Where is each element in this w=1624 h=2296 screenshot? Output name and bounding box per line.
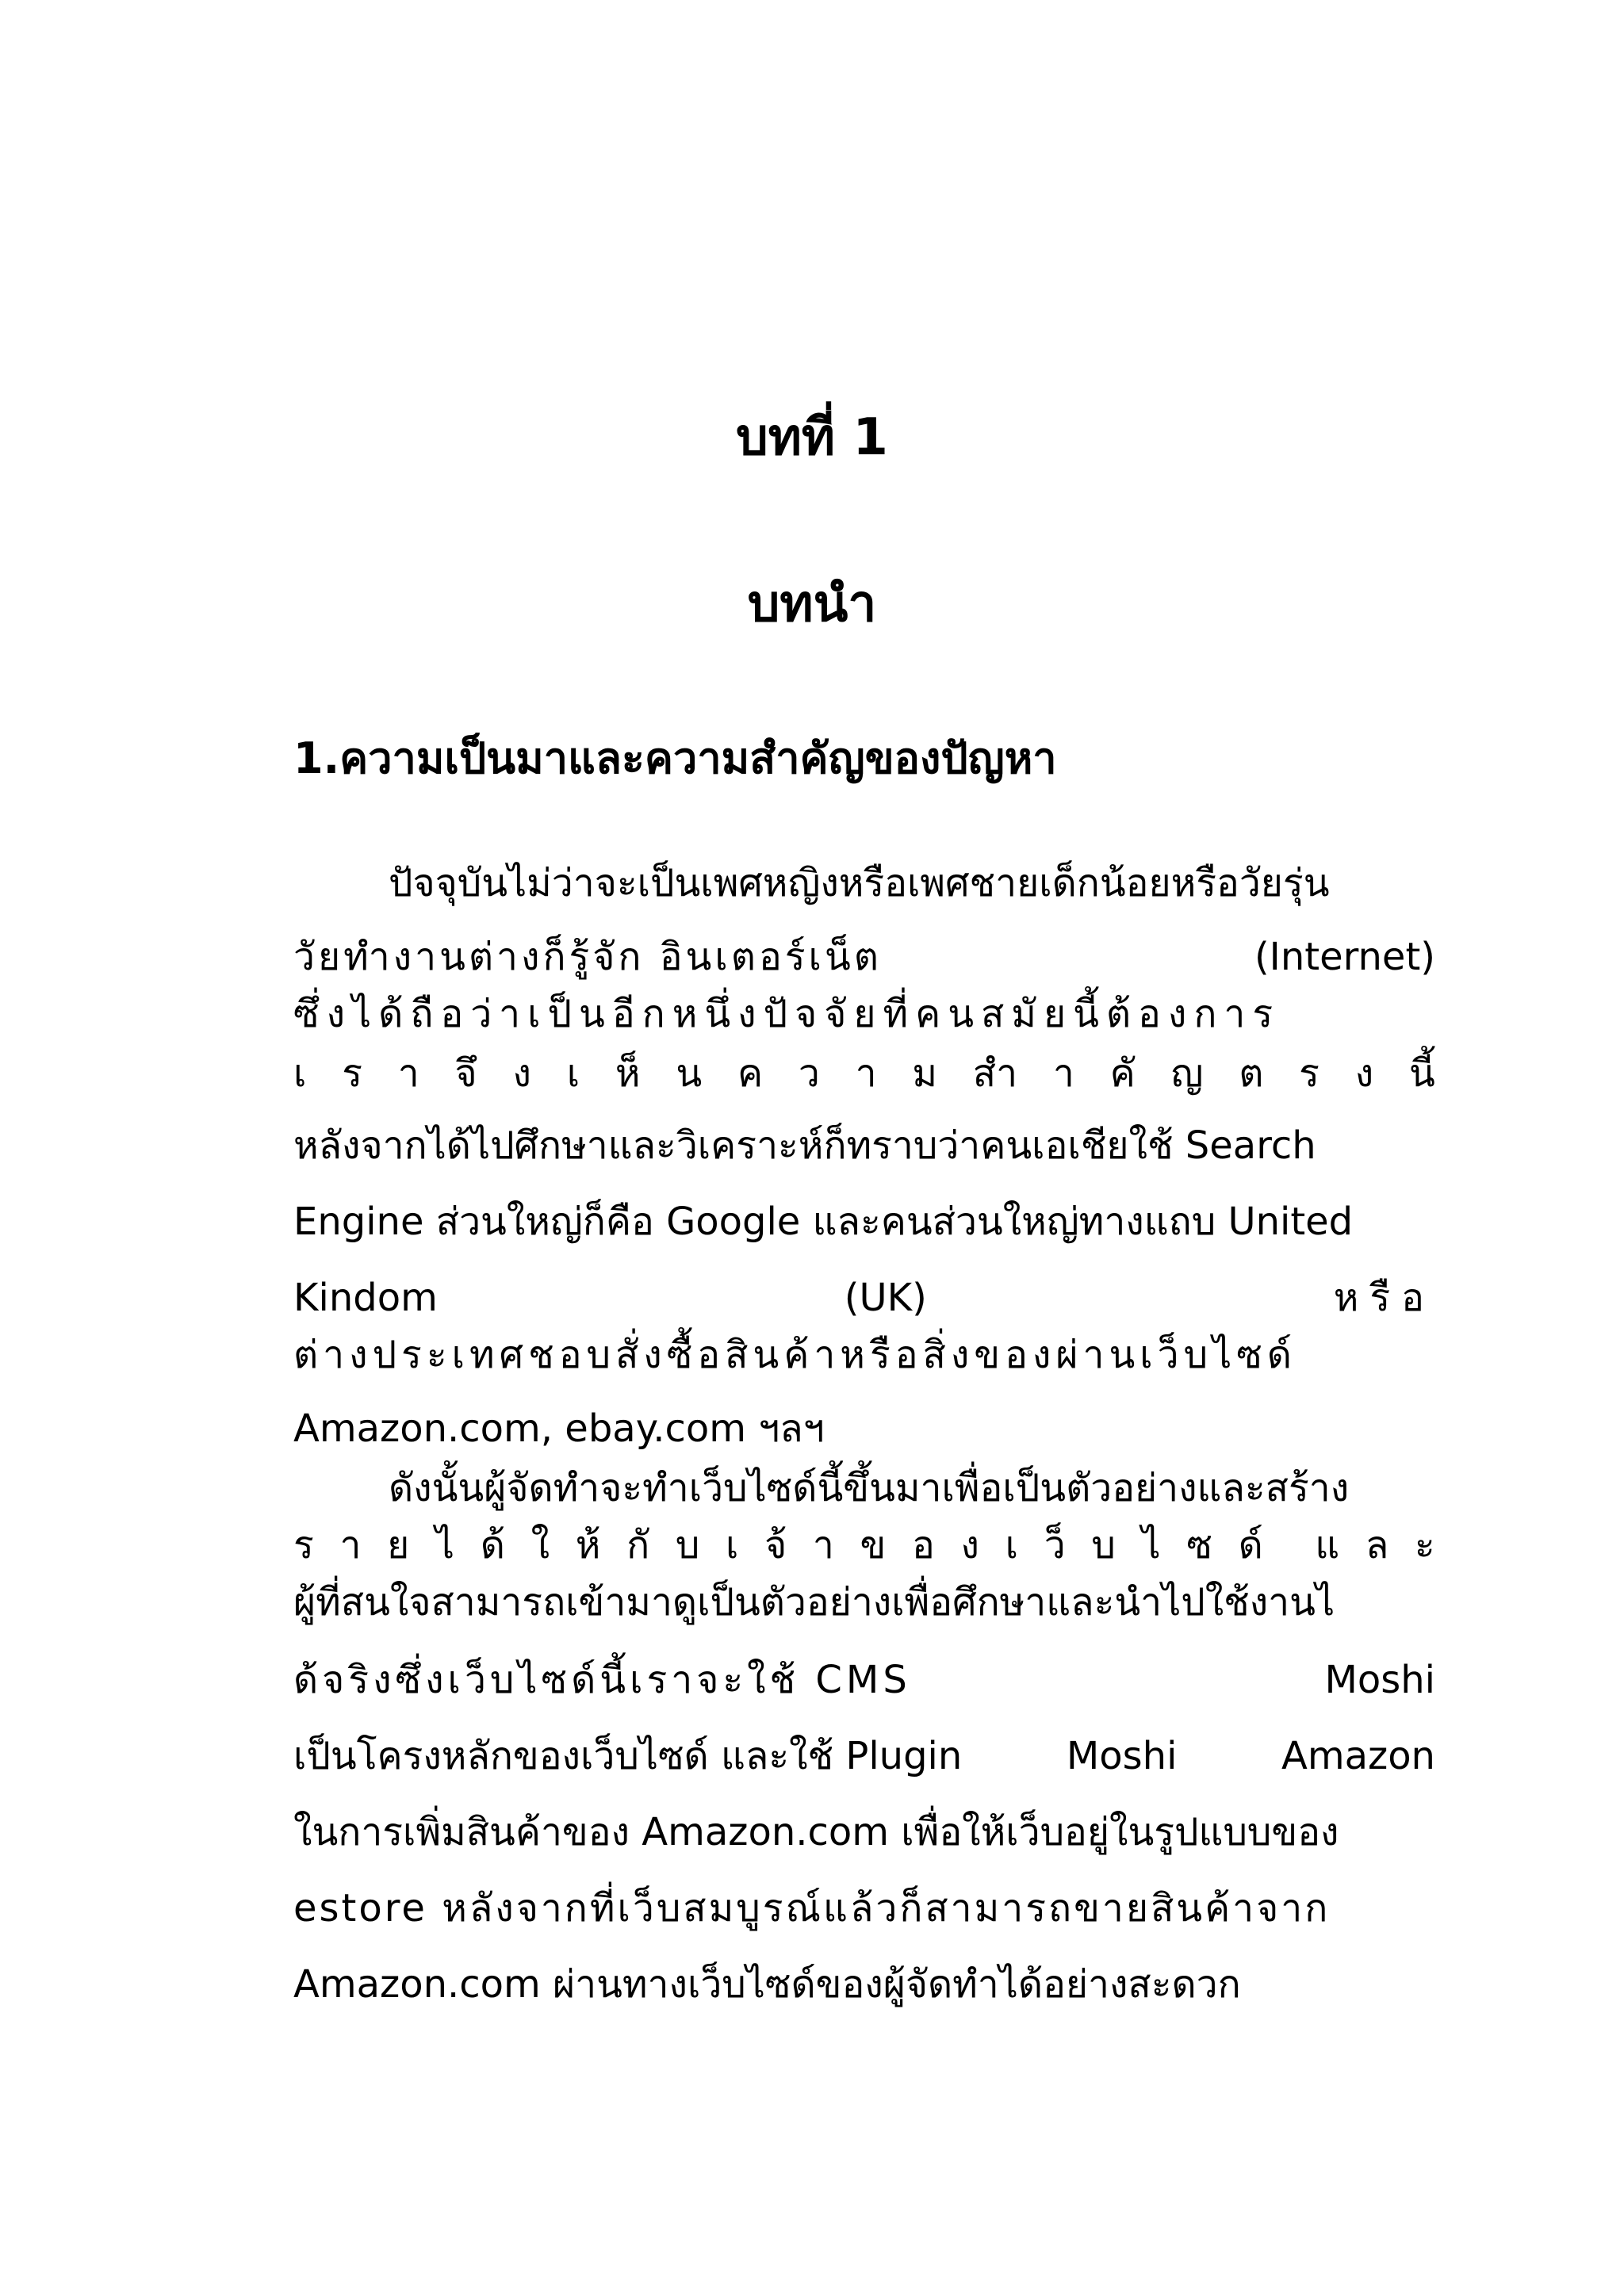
- paragraph-2-line-4-a: ด้จริงซึ่งเว็บไซด์นี้เราจะใช้ CMS: [293, 1658, 911, 1702]
- spread-char: ะ: [1414, 1523, 1435, 1567]
- paragraph-1-line-7-b: (UK): [844, 1276, 927, 1320]
- spread-char: ร: [1299, 1051, 1320, 1096]
- spread-char: ย: [387, 1523, 410, 1567]
- spread-char: เ: [566, 1051, 580, 1096]
- paragraph-1-line-1: ปัจจุบันไม่ว่าจะเป็นเพศหญิงหรือเพศชายเด็กน้อยหรือวัยรุ่น: [389, 861, 1330, 905]
- spread-char: ญ: [1170, 1051, 1204, 1096]
- spread-char: จ้: [764, 1523, 787, 1567]
- paragraph-2-line-3: ผู้ที่สนใจสามารถเข้ามาดูเป็นตัวอย่างเพื่อศึกษาและนำไปใช้งานไ: [293, 1580, 1335, 1624]
- spread-char: ว: [798, 1051, 820, 1096]
- spread-char: ล: [1365, 1523, 1389, 1567]
- paragraph-1-line-3: ซึ่งได้ถือว่าเป็นอีกหนึ่งปัจจัยที่คนสมัยนี้ต้องการ: [293, 992, 1281, 1036]
- spread-char: า: [812, 1523, 834, 1567]
- spread-char: บ: [675, 1523, 700, 1567]
- spread-char: ง: [512, 1051, 531, 1096]
- spread-char: เ: [1005, 1523, 1019, 1567]
- spread-char: ง: [960, 1523, 979, 1567]
- spread-char: ว็: [1044, 1523, 1066, 1567]
- spread-char: า: [1052, 1051, 1074, 1096]
- spread-char: เ: [293, 1051, 307, 1096]
- paragraph-1-line-6: Engine ส่วนใหญ่ก็คือ Google และคนส่วนใหญ่ทางแถบ United: [293, 1200, 1354, 1244]
- spread-char: ง: [1354, 1051, 1374, 1096]
- paragraph-1-line-8: ต่างประเทศชอบสั่งซื้อสินค้าหรือสิ่งของผ่านเว็บไซด์: [293, 1333, 1297, 1377]
- spread-char: คั: [1109, 1051, 1136, 1096]
- paragraph-1-line-7: [293, 1276, 1435, 1320]
- spread-char: สำ: [972, 1051, 1018, 1096]
- spread-char: ห็: [615, 1051, 641, 1096]
- spread-char: ร: [342, 1051, 362, 1096]
- spread-char: ม: [912, 1051, 937, 1096]
- spread-char: ใ: [530, 1523, 550, 1567]
- paragraph-2-line-6: ในการเพิ่มสินค้าของ Amazon.com เพื่อให้เว็บอยู่ในรูปแบบของ: [293, 1810, 1339, 1854]
- paragraph-2-line-4-b: Moshi: [1324, 1658, 1435, 1702]
- paragraph-2-line-5: [293, 1734, 1435, 1778]
- spread-char: เ: [725, 1523, 739, 1567]
- paragraph-2-line-2: [293, 1523, 1435, 1567]
- spread-char: น: [676, 1051, 703, 1096]
- paragraph-2-line-1: ดังนั้นผู้จัดทำจะทำเว็บไซด์นี้ขึ้นมาเพื่อเป็นตัวอย่างและสร้าง: [389, 1466, 1350, 1510]
- paragraph-1-line-7-a: Kindom: [293, 1276, 438, 1320]
- spread-char: ซ: [1186, 1523, 1212, 1567]
- spread-char: ไ: [1141, 1523, 1161, 1567]
- spread-char: ไ: [435, 1523, 455, 1567]
- spread-char: ห้: [575, 1523, 601, 1567]
- paragraph-2-line-5-c: Amazon: [1281, 1734, 1435, 1778]
- spread-char: า: [339, 1523, 362, 1567]
- paragraph-2-line-7: estore หลังจากที่เว็บสมบูรณ์แล้วก็สามารถขายสินค้าจาก: [293, 1886, 1331, 1931]
- spread-char: ด์: [1238, 1523, 1263, 1567]
- paragraph-2-line-4: [293, 1658, 1435, 1702]
- spread-char: า: [855, 1051, 877, 1096]
- spread-char: แ: [1315, 1523, 1340, 1567]
- spread-char: ค: [737, 1051, 764, 1096]
- paragraph-1-line-9: Amazon.com, ebay.com ฯลฯ: [293, 1406, 825, 1451]
- paragraph-2-line-5-a: เป็นโครงหลักของเว็บไซด์ และใช้ Plugin: [293, 1734, 963, 1778]
- paragraph-1-line-4: [293, 1051, 1435, 1096]
- spread-char: ด้: [480, 1523, 505, 1567]
- chapter-number: บทที่ 1: [736, 408, 888, 467]
- paragraph-1-line-7-c: หรือ: [1333, 1276, 1435, 1320]
- spread-char: บ: [1091, 1523, 1116, 1567]
- paragraph-2-line-8: Amazon.com ผ่านทางเว็บไซด์ของผู้จัดทำได้อย่างสะดวก: [293, 1962, 1241, 2007]
- paragraph-1-line-2: [293, 935, 1435, 979]
- spread-char: นี้: [1408, 1051, 1435, 1096]
- spread-char: า: [397, 1051, 419, 1096]
- paragraph-1-line-2-term: (Internet): [1254, 935, 1435, 979]
- spread-char: อ: [912, 1523, 935, 1567]
- spread-char: จึ: [454, 1051, 477, 1096]
- spread-char: กั: [626, 1523, 650, 1567]
- paragraph-1-line-5: หลังจากได้ไปศึกษาและวิเคราะห์ก็ทราบว่าคนเอเชียใช้ Search: [293, 1123, 1316, 1168]
- paragraph-1-line-2-text: วัยทำงานต่างก็รู้จัก อินเตอร์เน็ต: [293, 935, 882, 979]
- paragraph-2-line-5-b: Moshi: [1066, 1734, 1178, 1778]
- spread-char: ร: [293, 1523, 314, 1567]
- section-heading: 1.ความเป็นมาและความสำคัญของปัญหา: [293, 733, 1057, 783]
- spread-char: ข: [860, 1523, 887, 1567]
- chapter-title: บทนำ: [747, 575, 877, 633]
- spread-char: ต: [1239, 1051, 1264, 1096]
